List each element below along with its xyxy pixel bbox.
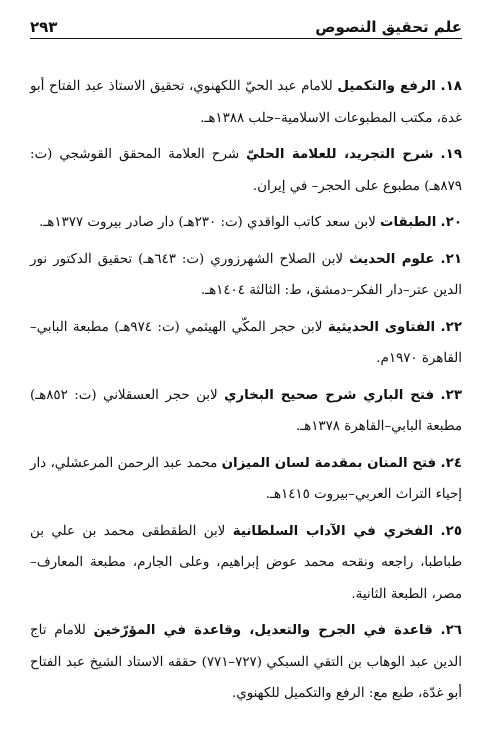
bibliography-entry (30, 244, 462, 307)
entry-title: علوم الحديث (349, 251, 435, 267)
entry-details: شرح العلامة المحقق القوشجي (ت: ٨٧٩هـ) مطبوع على الحجر– في إيران. (30, 147, 462, 194)
entry-details: لابن حجر المكّي الهيثمي (ت: ٩٧٤هـ) مطبعة البابي– القاهرة ١٩٧٠م. (30, 319, 462, 366)
entry-details: للامام عبد الحيّ اللكهنوي، تحقيق الاستاذ عبد الفتاح أبو غدة، مكتب المطبوعات الاسلامية–حلب ١٣٨٨هـ. (30, 79, 462, 126)
bibliography-entry (30, 312, 462, 375)
entry-details: لابن الصلاح الشهرزوري (ت: ٦٤٣هـ) تحقيق الدكتور نور الدين عتر–دار الفكر–دمشق، ط: الثالثة ١٤٠٤هـ. (30, 251, 462, 298)
entry-number: ٢٣. (440, 387, 462, 403)
entry-number: ١٨. (440, 79, 462, 94)
running-header (30, 10, 462, 39)
entry-title: شرح التجريد، للعلامة الحليّ (246, 147, 434, 162)
bibliography-entry (30, 207, 462, 239)
entry-number: ١٩. (440, 147, 462, 162)
entry-title: الفتاوى الحديثية (327, 319, 436, 335)
entry-number: ٢٥. (440, 523, 462, 539)
entry-details: لابن الطقطقى محمد بن علي بن طباطبا، راجعه ونقحه محمد عوض إبراهيم، وعلى الجارم، مطبعة المعارف–مصر، الطبعة الثانية. (30, 523, 462, 602)
entry-number: ٢٦. (440, 623, 462, 638)
entry-details: لابن سعد كاتب الواقدي (ت: ٢٣٠هـ) دار صادر بيروت ١٣٧٧هـ. (39, 215, 376, 230)
running-title: علم تحقيق النصوص (315, 18, 462, 36)
entry-title: فتح المنان بمقدمة لسان الميزان (221, 455, 437, 471)
entry-number: ٢٤. (440, 455, 462, 471)
entry-number: ٢١. (440, 251, 462, 267)
entry-title: الرفع والتكميل (337, 79, 436, 94)
entry-details: محمد عبد الرحمن المرعشلي، دار إحياء التراث العربي–بيروت ١٤١٥هـ. (30, 455, 462, 502)
entry-number: ٢٢. (440, 319, 462, 335)
page-number: ٢٩٣ (30, 18, 58, 36)
bibliography-entry (30, 448, 462, 511)
entry-title: قاعدة في الجرح والتعديل، وقاعدة في المؤرّخين (93, 623, 433, 638)
entry-number: ٢٠. (440, 215, 462, 230)
bibliography-entry (30, 139, 462, 202)
entry-details: للامام تاج الدين عبد الوهاب بن التقي السبكي (٧٢٧–٧٧١) حققه الاستاد الشيخ عبد الفتاح أبو غدّة، طبع مع: الرفع والتكميل للكهنوي. (30, 623, 462, 701)
entry-title: الطبقات (380, 215, 437, 230)
bibliography-entry (30, 380, 462, 443)
bibliography-entry (30, 516, 462, 611)
bibliography-entry (30, 71, 462, 134)
entry-title: فتح الباري شرح صحيح البخاري (224, 387, 435, 403)
entry-title: الفخري في الآداب السلطانية (232, 523, 434, 539)
bibliography-list (30, 71, 462, 710)
bibliography-entry (30, 615, 462, 710)
entry-details: لابن حجر العسقلاني (ت: ٨٥٢هـ) مطبعة البابي–القاهرة ١٣٧٨هـ. (30, 387, 462, 434)
